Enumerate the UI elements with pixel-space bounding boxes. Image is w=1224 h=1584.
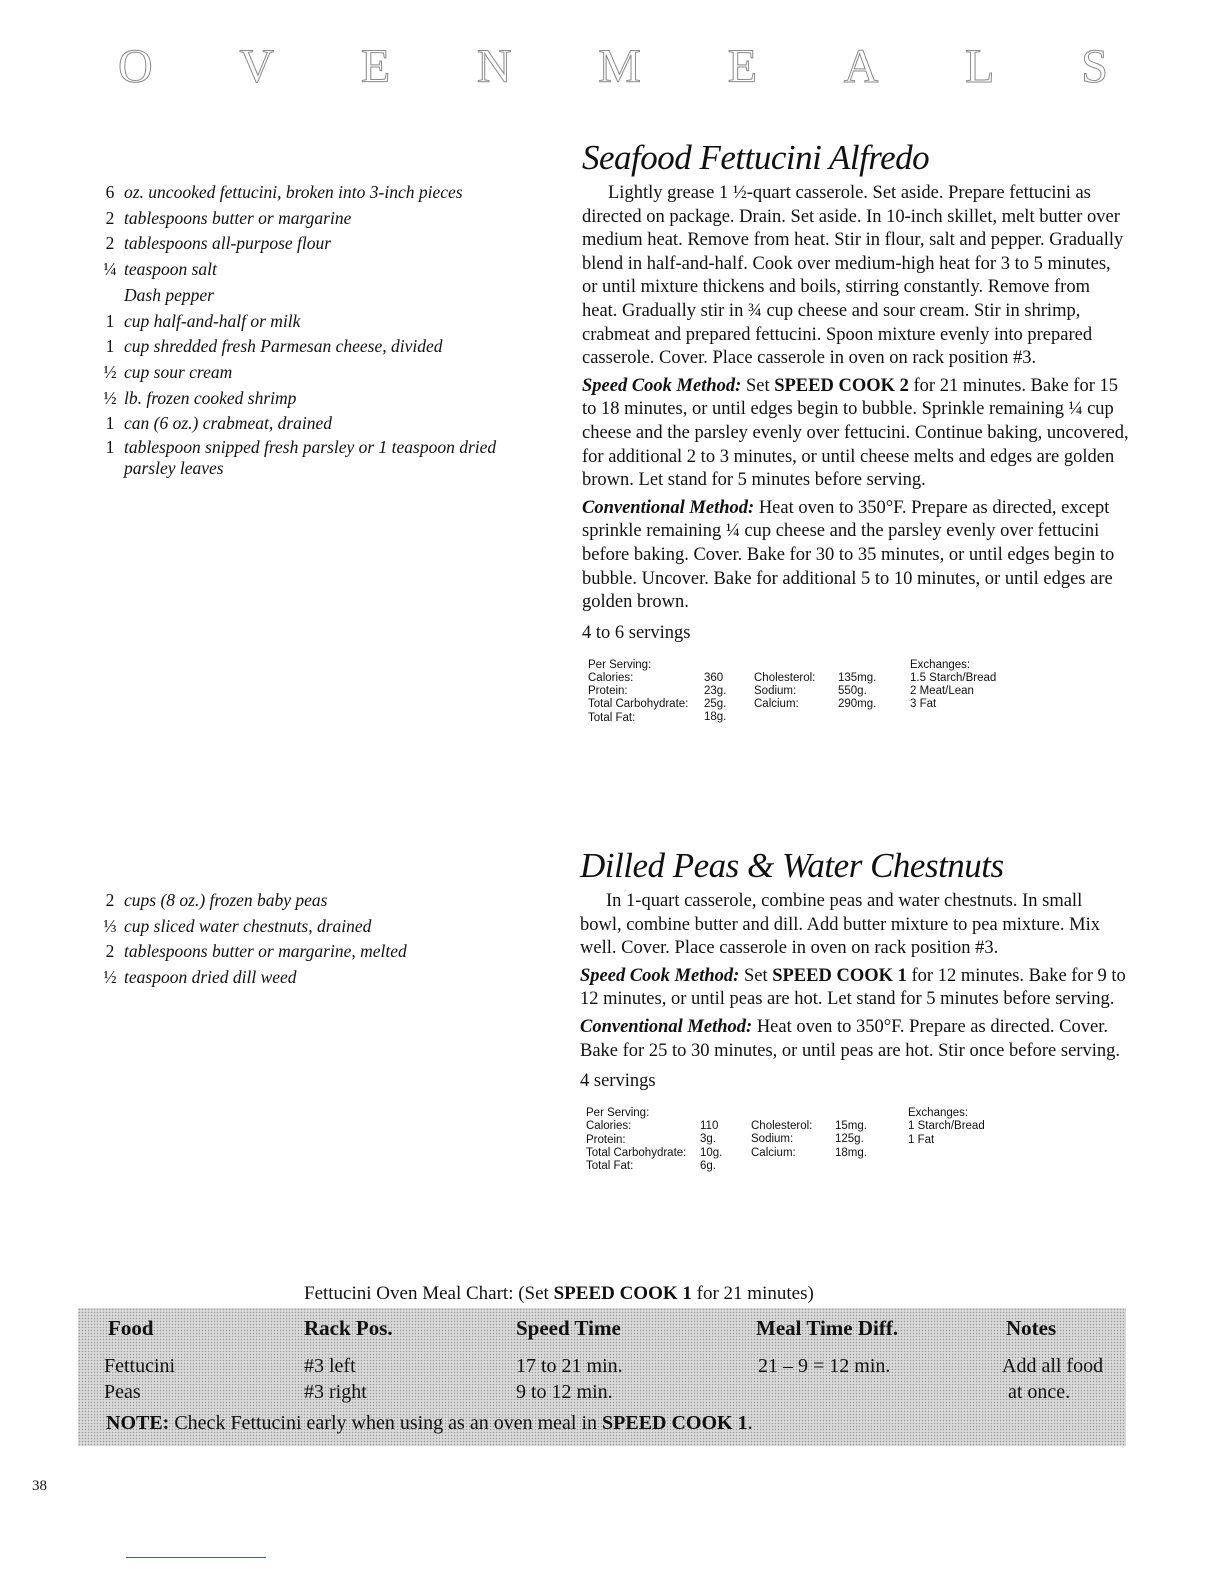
nutrition-value: 23g.: [704, 684, 727, 697]
chart-cell: 21 – 9 = 12 min.: [758, 1355, 891, 1377]
nutrition-value: 18mg.: [835, 1146, 867, 1159]
chart-cell: Fettucini: [104, 1355, 176, 1377]
ingredient-item: ½ cup sour cream: [103, 361, 233, 382]
chart-header: Speed Time: [516, 1316, 621, 1340]
speed-cook-method: Speed Cook Method: Set SPEED COOK 1 for 12 minutes. Bake for 9 to 12 minutes, or until peas are hot. Let stand for 5 minutes before serving.: [580, 965, 1126, 1010]
header-letter: S: [1081, 39, 1108, 93]
nutrition-label: Total Carbohydrate:: [588, 698, 689, 711]
nutrition-label: Calcium:: [751, 1146, 796, 1159]
chart-note: NOTE: Check Fettucini early when using as an oven meal in SPEED COOK 1.: [106, 1412, 753, 1434]
conventional-method: Conventional Method: Heat oven to 350°F. Prepare as directed, except sprinkle remaining ¼ cup cheese and the parsley evenly over fettucini before baking. Cover. Bake for 30 to 35 minutes, or until edges begin to bubble. Uncover. Bake for additional 5 to 10 minutes, or until edges are golden brown.: [582, 497, 1115, 613]
nutrition-info: [582, 659, 1130, 739]
nutrition-value: 10g.: [700, 1146, 723, 1159]
nutrition-heading: Per Serving:: [588, 658, 652, 671]
recipe-instructions: In 1-quart casserole, combine peas and water chestnuts. In small bowl, combine butter and dill. Add butter mixture to pea mixture. Mix well. Cover. Place casserole in oven on rack position #3.: [580, 891, 1100, 959]
nutrition-label: Sodium:: [754, 684, 797, 697]
ingredient-item: 2 tablespoons butter or margarine, melted: [105, 941, 407, 962]
ingredient-item: 2 cups (8 oz.) frozen baby peas: [105, 890, 328, 910]
exchange-item: 1 Fat: [908, 1133, 935, 1146]
ingredient-item: 1 cup half-and-half or milk: [105, 310, 301, 331]
section-header: [118, 38, 1108, 94]
exchange-item: 3 Fat: [910, 698, 937, 711]
chart-cell: 17 to 21 min.: [516, 1355, 623, 1377]
nutrition-label: Cholesterol:: [751, 1120, 813, 1133]
nutrition-value: 25g.: [704, 698, 727, 711]
nutrition-value: 125g.: [835, 1133, 864, 1146]
servings: 4 servings: [580, 1071, 656, 1092]
ingredient-item: Dash pepper: [124, 284, 214, 305]
header-letter: E: [727, 39, 758, 93]
nutrition-heading: Per Serving:: [586, 1107, 650, 1120]
recipe-title: Seafood Fettucini Alfredo: [582, 138, 930, 177]
ingredient-item: ½ lb. frozen cooked shrimp: [103, 387, 297, 408]
servings: 4 to 6 servings: [582, 622, 691, 643]
nutrition-label: Sodium:: [751, 1133, 794, 1146]
nutrition-label: Cholesterol:: [754, 671, 816, 684]
ingredient-item: ½ teaspoon dried dill weed: [103, 967, 297, 988]
chart-header: Notes: [1006, 1316, 1057, 1340]
nutrition-value: 290mg.: [838, 698, 877, 711]
nutrition-label: Protein:: [588, 685, 628, 698]
nutrition-value: 360: [704, 671, 724, 684]
nutrition-label: Protein:: [586, 1133, 626, 1146]
recipe-title: Dilled Peas & Water Chestnuts: [580, 846, 1004, 885]
chart-cell: Add all food: [1002, 1355, 1104, 1377]
header-letter: V: [239, 39, 275, 93]
chart-title: Fettucini Oven Meal Chart: (Set SPEED COOK 1 for 21 minutes): [304, 1283, 814, 1304]
recipe-fettucini: [582, 136, 1130, 739]
chart-cell: Peas: [104, 1381, 141, 1403]
exchanges-heading: Exchanges:: [910, 658, 971, 671]
ingredients-list-peas: [96, 888, 516, 991]
ingredient-item: ⅓ cup sliced water chestnuts, drained: [103, 915, 372, 936]
nutrition-label: Total Fat:: [586, 1159, 634, 1172]
exchange-item: 1.5 Starch/Bread: [910, 671, 997, 684]
nutrition-label: Calcium:: [754, 698, 799, 711]
header-letter: N: [476, 39, 512, 93]
page-number: 38: [32, 1478, 47, 1494]
header-letter: M: [598, 39, 641, 93]
ingredient-item: 1 cup shredded fresh Parmesan cheese, divided: [105, 336, 443, 357]
nutrition-value: 15mg.: [835, 1120, 867, 1133]
ingredient-item: 1 tablespoon snipped fresh parsley or 1 teaspoon dried parsley leaves: [105, 437, 497, 479]
chart-header: Meal Time Diff.: [756, 1316, 899, 1340]
header-letter: O: [118, 39, 153, 93]
chart-header: Rack Pos.: [304, 1316, 393, 1340]
recipe-peas: [580, 844, 1128, 1187]
ingredient-item: 2 tablespoons butter or margarine: [105, 207, 352, 228]
nutrition-value: 550g.: [838, 684, 867, 697]
chart-cell: #3 right: [304, 1381, 367, 1403]
ingredient-item: 6 oz. uncooked fettucini, broken into 3-inch pieces: [105, 182, 463, 202]
ingredient-item: 2 tablespoons all-purpose flour: [105, 233, 332, 254]
ingredient-item: ¼ teaspoon salt: [103, 259, 217, 280]
header-letter: E: [360, 39, 391, 93]
header-letter: L: [965, 39, 995, 93]
divider-line: [126, 1557, 266, 1558]
nutrition-value: 18g.: [704, 711, 727, 724]
nutrition-label: Total Carbohydrate:: [586, 1146, 687, 1159]
nutrition-value: 135mg.: [838, 671, 877, 684]
recipe-instructions: Lightly grease 1 ½-quart casserole. Set aside. Prepare fettucini as directed on package. Drain. Set aside. In 10-inch skillet, melt butter over medium heat. Remove from heat. Stir in flour, salt and pepper. Gradually blend in half-and-half. Cook over medium-high heat for 3 to 5 minutes, or until mixture thickens and boils, stirring constantly. Remove from heat. Gradually stir in ¾ cup cheese and sour cream. Stir in shrimp, crabmeat and prepared fettucini. Spoon mixture evenly into prepared casserole. Cover. Place casserole in oven on rack position #3.: [582, 183, 1124, 369]
conventional-method: Conventional Method: Heat oven to 350°F. Prepare as directed. Cover. Bake for 25 to 30 minutes, or until peas are hot. Stir once before serving.: [580, 1016, 1120, 1061]
chart-cell: at once.: [1008, 1381, 1071, 1403]
oven-meal-chart: [78, 1308, 1126, 1446]
exchange-item: 2 Meat/Lean: [910, 685, 974, 698]
exchanges-heading: Exchanges:: [908, 1107, 969, 1120]
speed-cook-method: Speed Cook Method: Set SPEED COOK 2 for 21 minutes. Bake for 15 to 18 minutes, or until edges begin to bubble. Sprinkle remaining ¼ cup cheese and the parsley evenly over fettucini. Continue baking, uncovered, for additional 2 to 3 minutes, or until cheese melts and edges are golden brown. Let stand for 5 minutes before serving.: [582, 375, 1129, 491]
nutrition-value: 110: [700, 1120, 719, 1133]
nutrition-label: Calories:: [588, 671, 634, 684]
nutrition-value: 6g.: [700, 1159, 716, 1172]
nutrition-info: [580, 1107, 1128, 1187]
nutrition-label: Total Fat:: [588, 711, 636, 724]
nutrition-value: 3g.: [700, 1133, 716, 1146]
ingredient-item: 1 can (6 oz.) crabmeat, drained: [105, 413, 333, 434]
chart-header: Food: [108, 1316, 154, 1340]
nutrition-label: Calories:: [586, 1120, 632, 1133]
header-letter: A: [843, 39, 879, 93]
chart-cell: #3 left: [304, 1355, 356, 1377]
chart-cell: 9 to 12 min.: [516, 1381, 613, 1403]
exchange-item: 1 Starch/Bread: [908, 1120, 985, 1133]
ingredients-list-fettucini: [96, 180, 516, 479]
